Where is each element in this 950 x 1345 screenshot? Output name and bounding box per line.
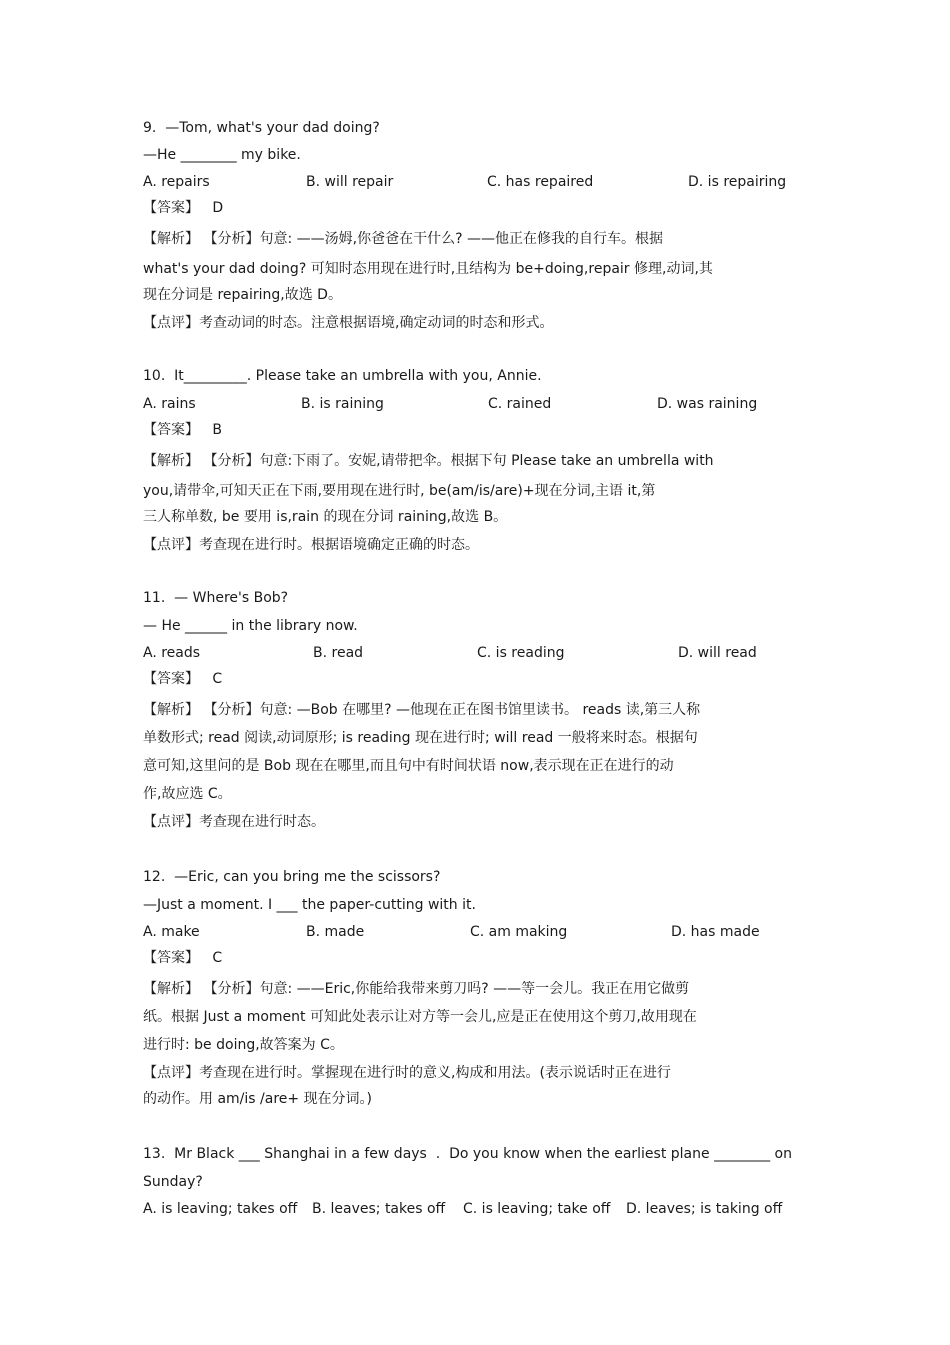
question-13 (143, 1144, 808, 1225)
option-c: C. is leaving; take off (463, 1201, 611, 1217)
analysis-line: what's your dad doing? 可知时态用现在进行时,且结构为 be+doing,repair 修理,动词,其 (143, 261, 713, 277)
comment: 【点评】考查动词的时态。注意根据语境,确定动词的时态和形式。 (143, 315, 554, 331)
analysis-line: you,请带伞,可知天正在下雨,要用现在进行时, be(am/is/are)+现在分词,主语 it,第 (143, 483, 656, 499)
option-b: B. made (306, 924, 365, 940)
option-c: C. has repaired (487, 174, 594, 190)
question-stem: 10. It_________. Please take an umbrella with you, Annie. (143, 368, 542, 384)
analysis-line: 单数形式; read 阅读,动词原形; is reading 现在进行时; will read 一般将来时态。根据句 (143, 730, 698, 746)
option-a: A. rains (143, 396, 196, 412)
question-11 (143, 588, 808, 835)
option-c: C. rained (488, 396, 552, 412)
question-stem: —Just a moment. I ___ the paper-cutting with it. (143, 897, 476, 913)
comment: 的动作。用 am/is /are+ 现在分词。) (143, 1091, 373, 1107)
option-d: D. has made (671, 924, 760, 940)
option-d: D. was raining (657, 396, 758, 412)
analysis-line: 三人称单数, be 要用 is,rain 的现在分词 raining,故选 B。 (143, 509, 508, 525)
option-c: C. am making (470, 924, 568, 940)
analysis-line: 进行时: be doing,故答案为 C。 (143, 1037, 344, 1053)
question-stem: —He ________ my bike. (143, 147, 301, 163)
option-b: B. leaves; takes off (312, 1201, 446, 1217)
options-row (143, 172, 808, 198)
analysis-line: 现在分词是 repairing,故选 D。 (143, 287, 342, 303)
option-a: A. make (143, 924, 200, 940)
option-c: C. is reading (477, 645, 565, 661)
analysis-line: 【解析】 【分析】句意: ——汤姆,你爸爸在干什么? ——他正在修我的自行车。根据 (143, 231, 663, 247)
question-stem: 9. —Tom, what's your dad doing? (143, 120, 380, 136)
options-row (143, 1199, 808, 1225)
question-stem: 12. —Eric, can you bring me the scissors? (143, 869, 441, 885)
options-row (143, 922, 808, 948)
answer: 【答案】 B (143, 422, 222, 438)
option-a: A. repairs (143, 174, 210, 190)
comment: 【点评】考查现在进行时。掌握现在进行时的意义,构成和用法。(表示说话时正在进行 (143, 1065, 671, 1081)
option-d: D. leaves; is taking off (626, 1201, 783, 1217)
options-row (143, 643, 808, 669)
analysis-line: 意可知,这里问的是 Bob 现在在哪里,而且句中有时间状语 now,表示现在正在进行的动 (143, 758, 674, 774)
option-a: A. is leaving; takes off (143, 1201, 298, 1217)
question-12 (143, 867, 808, 1112)
analysis-line: 纸。根据 Just a moment 可知此处表示让对方等一会儿,应是正在使用这个剪刀,故用现在 (143, 1009, 697, 1025)
document-page (143, 118, 808, 1225)
option-b: B. is raining (301, 396, 384, 412)
analysis-line: 【解析】 【分析】句意: —Bob 在哪里? —他现在正在图书馆里读书。 reads 读,第三人称 (143, 702, 701, 718)
analysis-line: 【解析】 【分析】句意:下雨了。安妮,请带把伞。根据下句 Please take an umbrella with (143, 453, 714, 469)
option-b: B. read (313, 645, 364, 661)
options-row (143, 394, 808, 420)
comment: 【点评】考查现在进行时。根据语境确定正确的时态。 (143, 537, 479, 553)
analysis-line: 【解析】 【分析】句意: ——Eric,你能给我带来剪刀吗? ——等一会儿。我正在用它做剪 (143, 981, 690, 997)
option-b: B. will repair (306, 174, 394, 190)
answer: 【答案】 D (143, 200, 224, 216)
option-d: D. will read (678, 645, 757, 661)
comment: 【点评】考查现在进行时态。 (143, 814, 325, 830)
answer: 【答案】 C (143, 950, 223, 966)
option-a: A. reads (143, 645, 201, 661)
answer: 【答案】 C (143, 671, 223, 687)
question-stem: — He ______ in the library now. (143, 618, 358, 634)
analysis-line: 作,故应选 C。 (143, 786, 232, 802)
question-stem: 11. — Where's Bob? (143, 590, 289, 606)
option-d: D. is repairing (688, 174, 787, 190)
question-10 (143, 366, 808, 558)
question-stem: 13. Mr Black ___ Shanghai in a few days . Do you know when the earliest plane ________ on (143, 1146, 792, 1162)
question-stem: Sunday? (143, 1174, 203, 1190)
question-9 (143, 118, 808, 336)
